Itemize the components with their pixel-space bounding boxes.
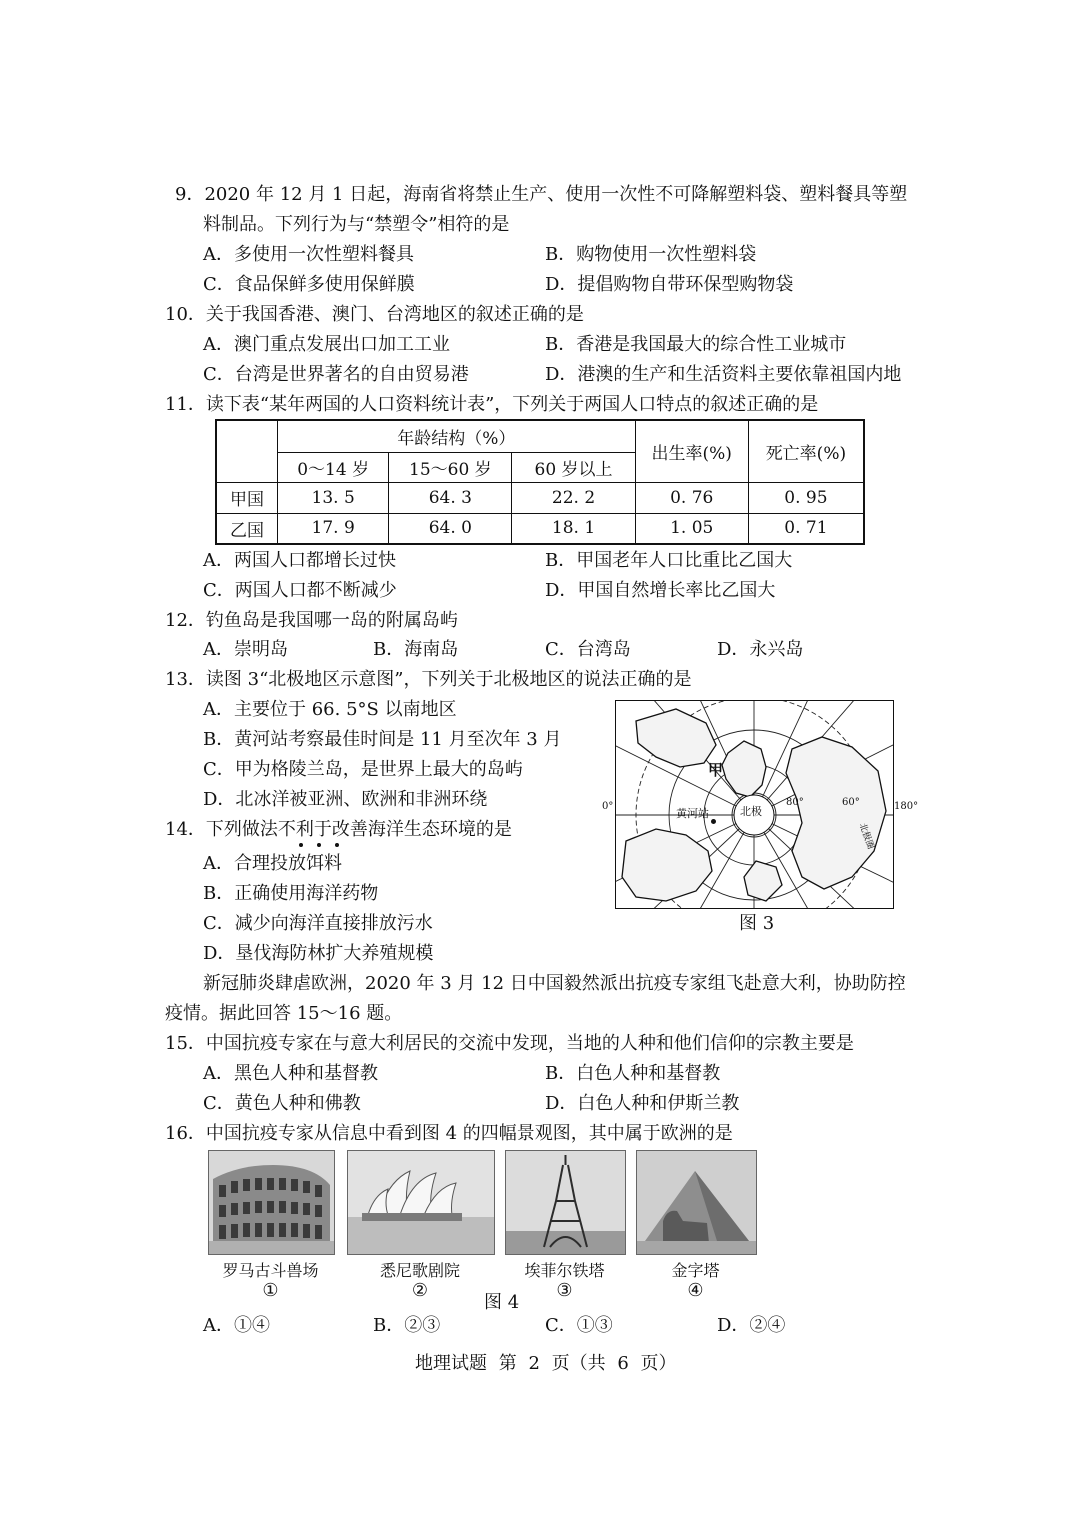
- map-label-lon-180: 180°: [894, 801, 919, 812]
- station-marker: [711, 819, 716, 824]
- q11-option-a: A．两国人口都增长过快: [203, 550, 396, 571]
- q14-option-a: A．合理投放饵料: [203, 853, 342, 874]
- photo-caption-pyramid: 金字塔: [671, 1261, 720, 1280]
- cell: 22. 2: [512, 482, 635, 513]
- q10-option-d: D．港澳的生产和生活资料主要依靠祖国内地: [545, 364, 902, 385]
- q11-option-b: B．甲国老年人口比重比乙国大: [545, 550, 793, 571]
- intro-line2: 疫情。据此回答 15～16 题。: [165, 1003, 403, 1024]
- q13-option-d: D．北冰洋被亚洲、欧洲和非洲环绕: [203, 789, 488, 810]
- q14-stem: 14．下列做法不利于改善海洋生态环境的是: [165, 819, 512, 840]
- photo-number-4: ④: [687, 1280, 704, 1301]
- map-label-arctic-circle: 北极圈: [856, 821, 876, 851]
- age-structure-header: 年龄结构（%）: [278, 420, 636, 452]
- q13-stem: 13．读图 3“北极地区示意图”，下列关于北极地区的说法正确的是: [165, 669, 692, 690]
- cell: 0. 95: [748, 482, 864, 513]
- q15-option-c: C．黄色人种和佛教: [203, 1093, 361, 1114]
- q16-option-c: C．①③: [545, 1315, 613, 1336]
- cell: 64. 3: [389, 482, 512, 513]
- photo-pyramid: [636, 1150, 757, 1255]
- map-label-station: 黄河站: [676, 807, 709, 820]
- q16-option-b: B．②③: [373, 1315, 441, 1336]
- q11-stem: 11．读下表“某年两国的人口资料统计表”，下列关于两国人口特点的叙述正确的是: [165, 394, 819, 415]
- q16-stem: 16．中国抗疫专家从信息中看到图 4 的四幅景观图，其中属于欧洲的是: [165, 1123, 733, 1144]
- age-col-0-14: 0～14 岁: [278, 452, 389, 482]
- death-rate-header: 死亡率(%): [748, 420, 864, 482]
- figure3-caption: 图 3: [739, 913, 775, 934]
- table-corner-cell: [216, 420, 278, 482]
- q15-option-a: A．黑色人种和基督教: [203, 1063, 378, 1084]
- q13-option-a: A．主要位于 66. 5°S 以南地区: [203, 699, 457, 720]
- q12-option-d: D．永兴岛: [717, 639, 804, 660]
- row-name: 甲国: [216, 482, 278, 513]
- q12-option-b: B．海南岛: [373, 639, 459, 660]
- q16-option-d: D．②④: [717, 1315, 786, 1336]
- q15-option-d: D．白色人种和伊斯兰教: [545, 1093, 740, 1114]
- q15-option-b: B．白色人种和基督教: [545, 1063, 721, 1084]
- arctic-map-figure: [602, 700, 919, 909]
- q12-stem: 12．钓鱼岛是我国哪一岛的附属岛屿: [165, 610, 458, 631]
- q9-option-d: D．提倡购物自带环保型购物袋: [545, 274, 794, 295]
- q13-option-c: C．甲为格陵兰岛，是世界上最大的岛屿: [203, 759, 523, 780]
- q12-option-a: A．崇明岛: [203, 639, 288, 660]
- photo-eiffel-tower: [505, 1150, 626, 1255]
- map-label-jia: 甲: [708, 761, 724, 779]
- q9-stem-line2: 料制品。下列行为与“禁塑令”相符的是: [203, 214, 510, 235]
- q9-stem-line1: 9．2020 年 12 月 1 日起，海南省将禁止生产、使用一次性不可降解塑料袋、塑料餐具等塑: [175, 184, 908, 205]
- age-col-60-plus: 60 岁以上: [512, 452, 635, 482]
- q11-option-c: C．两国人口都不断减少: [203, 580, 397, 601]
- cell: 64. 0: [389, 513, 512, 544]
- emphasis-dot: [299, 843, 303, 847]
- birth-rate-header: 出生率(%): [635, 420, 748, 482]
- q12-option-c: C．台湾岛: [545, 639, 631, 660]
- q13-option-b: B．黄河站考察最佳时间是 11 月至次年 3 月: [203, 729, 562, 750]
- q11-option-d: D．甲国自然增长率比乙国大: [545, 580, 776, 601]
- photo-caption-colosseum: 罗马古斗兽场: [222, 1261, 319, 1280]
- cell: 0. 76: [635, 482, 748, 513]
- cell: 17. 9: [278, 513, 389, 544]
- cell: 18. 1: [512, 513, 635, 544]
- map-label-lon-60: 60°: [842, 797, 860, 808]
- table-row: [216, 513, 864, 544]
- q9-option-c: C．食品保鲜多使用保鲜膜: [203, 274, 415, 295]
- row-name: 乙国: [216, 513, 278, 544]
- photo-sydney-opera-house: [347, 1150, 495, 1255]
- age-col-15-60: 15～60 岁: [389, 452, 512, 482]
- cell: 13. 5: [278, 482, 389, 513]
- photo-colosseum: [208, 1150, 335, 1255]
- table-row: [216, 482, 864, 513]
- q9-option-a: A．多使用一次性塑料餐具: [203, 244, 414, 265]
- q14-option-b: B．正确使用海洋药物: [203, 883, 379, 904]
- population-table: [215, 419, 865, 545]
- q10-option-b: B．香港是我国最大的综合性工业城市: [545, 334, 847, 355]
- q10-option-a: A．澳门重点发展出口加工工业: [203, 334, 450, 355]
- cell: 0. 71: [748, 513, 864, 544]
- photo-caption-eiffel-tower: 埃菲尔铁塔: [524, 1261, 605, 1280]
- q16-option-a: A．①④: [203, 1315, 270, 1336]
- emphasis-dot: [317, 843, 321, 847]
- figure4-caption: 图 4: [484, 1292, 520, 1313]
- q10-option-c: C．台湾是世界著名的自由贸易港: [203, 364, 469, 385]
- q14-option-c: C．减少向海洋直接排放污水: [203, 913, 433, 934]
- intro-line1: 新冠肺炎肆虐欧洲，2020 年 3 月 12 日中国毅然派出抗疫专家组飞赴意大利，协助防控: [203, 973, 906, 994]
- cell: 1. 05: [635, 513, 748, 544]
- map-label-north-pole: 北极: [740, 805, 762, 818]
- q15-stem: 15．中国抗疫专家在与意大利居民的交流中发现，当地的人种和他们信仰的宗教主要是: [165, 1033, 854, 1054]
- q10-stem: 10．关于我国香港、澳门、台湾地区的叙述正确的是: [165, 304, 584, 325]
- map-label-lon-80: 80°: [786, 797, 804, 808]
- q9-option-b: B．购物使用一次性塑料袋: [545, 244, 757, 265]
- map-label-lon-0: 0°: [602, 801, 614, 812]
- q14-option-d: D．垦伐海防林扩大养殖规模: [203, 943, 434, 964]
- page-footer: 地理试题 第 2 页（共 6 页）: [415, 1353, 677, 1374]
- emphasis-dot: [335, 843, 339, 847]
- photo-caption-opera-house: 悉尼歌剧院: [379, 1261, 460, 1280]
- photo-number-2: ②: [411, 1280, 429, 1301]
- photo-number-1: ①: [262, 1280, 279, 1301]
- photo-number-3: ③: [556, 1280, 573, 1301]
